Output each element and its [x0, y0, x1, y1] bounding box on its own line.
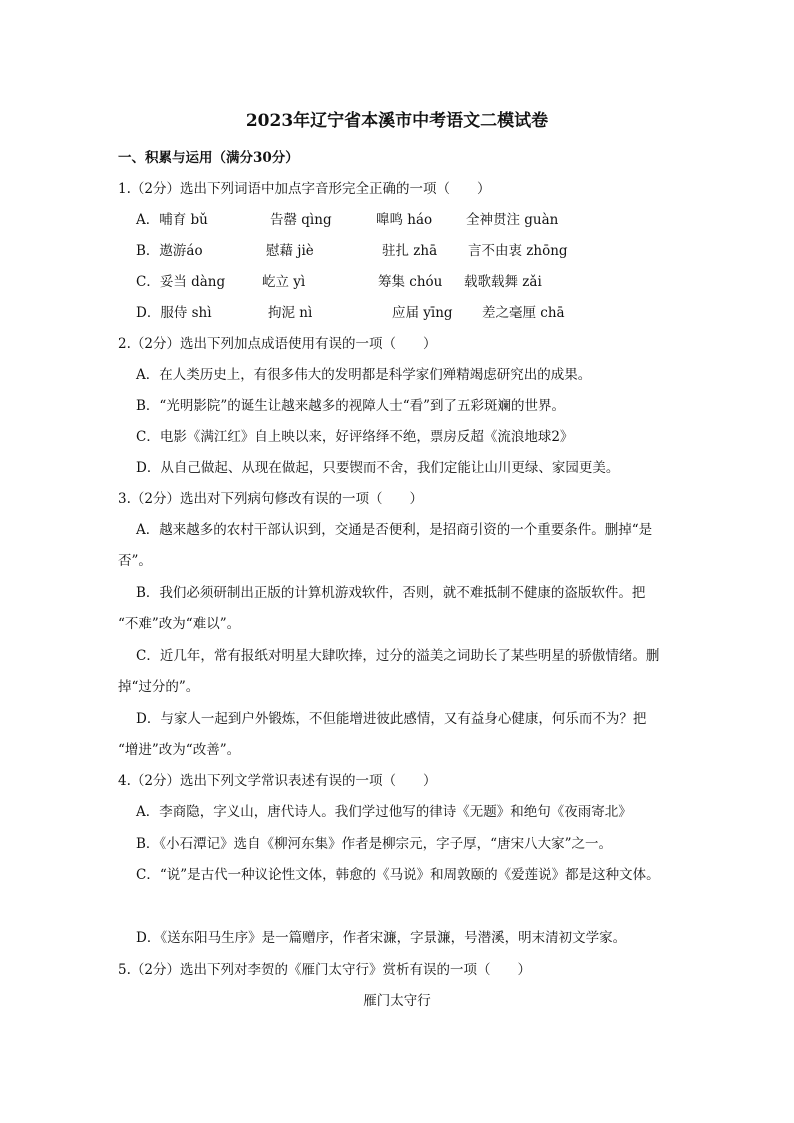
option-a-word3: 嘷鸣 háo [376, 212, 433, 228]
question-4-stem: 4.（2分）选出下列文学常识表述有误的一项（ ） [118, 773, 437, 789]
question-3-option-a: A．越来越多的农村干部认识到，交通是否便利，是招商引资的一个重要条件。删掉“是 [136, 522, 653, 538]
option-a-word4: 全神贯注 guàn [466, 212, 559, 228]
option-a-word2: 告罄 qìng [270, 212, 332, 228]
question-4-option-c: C．“说”是古代一种议论性文体，韩愈的《马说》和周敦颐的《爱莲说》都是这种文体。 [136, 867, 660, 883]
question-2-stem: 2.（2分）选出下列加点成语使用有误的一项（ ） [118, 336, 437, 352]
question-2-option-c: C．电影《满江红》自上映以来，好评络绎不绝，票房反超《流浪地球2》 [136, 429, 574, 445]
poem-title: 雁门太守行 [363, 993, 431, 1009]
option-b-word4: 言不由衷 zhōng [468, 243, 568, 259]
question-3-option-c: C．近几年，常有报纸对明星大肆吹捧，过分的溢美之词助长了某些明星的骄傲情绪。删 [136, 648, 660, 664]
question-3-option-d-cont: “增进”改为“改善”。 [118, 742, 241, 758]
option-c-word3: 筹集 chóu [378, 274, 443, 290]
question-3-option-a-cont: 否”。 [118, 553, 152, 569]
question-2-option-d: D．从自己做起、从现在做起，只要锲而不舍，我们定能让山川更绿、家园更美。 [136, 460, 620, 476]
option-c-word1: C．妥当 dàng [136, 274, 226, 290]
option-d-word1: D．服侍 shì [136, 305, 212, 321]
question-3-option-d: D．与家人一起到户外锻炼，不但能增进彼此感情，又有益身心健康，何乐而不为？把 [136, 711, 647, 727]
option-a-word1: A．哺育 bǔ [136, 212, 208, 228]
option-b-word1: B．遨游áo [136, 243, 203, 259]
question-4-option-d: D．《送东阳马生序》是一篇赠序，作者宋濂，字景濂，号潜溪，明末清初文学家。 [136, 930, 627, 946]
question-3-option-b-cont: “不难”改为“难以”。 [118, 616, 241, 632]
option-d-word4: 差之毫厘 chā [482, 305, 565, 321]
option-d-word3: 应届 yīng [392, 305, 453, 321]
section-heading: 一、积累与运用（满分30分） [118, 150, 299, 166]
question-4-option-a: A．李商隐，字义山，唐代诗人。我们学过他写的律诗《无题》和绝句《夜雨寄北》 [136, 804, 632, 820]
question-2-option-a: A．在人类历史上，有很多伟大的发明都是科学家们殚精竭虑研究出的成果。 [136, 367, 592, 383]
question-3-option-b: B．我们必须研制出正版的计算机游戏软件，否则，就不难抵制不健康的盗版软件。把 [136, 585, 646, 601]
option-c-word2: 屹立 yì [262, 274, 306, 290]
question-3-option-c-cont: 掉“过分的”。 [118, 679, 200, 695]
question-1-stem: 1.（2分）选出下列词语中加点字音形完全正确的一项（ ） [118, 181, 491, 197]
option-d-word2: 拘泥 nì [268, 305, 313, 321]
question-2-option-b: B．“光明影院”的诞生让越来越多的视障人士“看”到了五彩斑斓的世界。 [136, 398, 566, 414]
question-5-stem: 5.（2分）选出下列对李贺的《雁门太守行》赏析有误的一项（ ） [118, 962, 531, 978]
option-b-word2: 慰藉 jiè [266, 243, 314, 259]
question-3-stem: 3.（2分）选出对下列病句修改有误的一项（ ） [118, 491, 423, 507]
page-title: 2023年辽宁省本溪市中考语文二模试卷 [245, 111, 549, 131]
option-c-word4: 载歌载舞 zǎi [464, 274, 542, 290]
option-b-word3: 驻扎 zhā [382, 243, 438, 259]
question-4-option-b: B．《小石潭记》选自《柳河东集》作者是柳宗元，字子厚，“唐宋八大家”之一。 [136, 836, 612, 852]
